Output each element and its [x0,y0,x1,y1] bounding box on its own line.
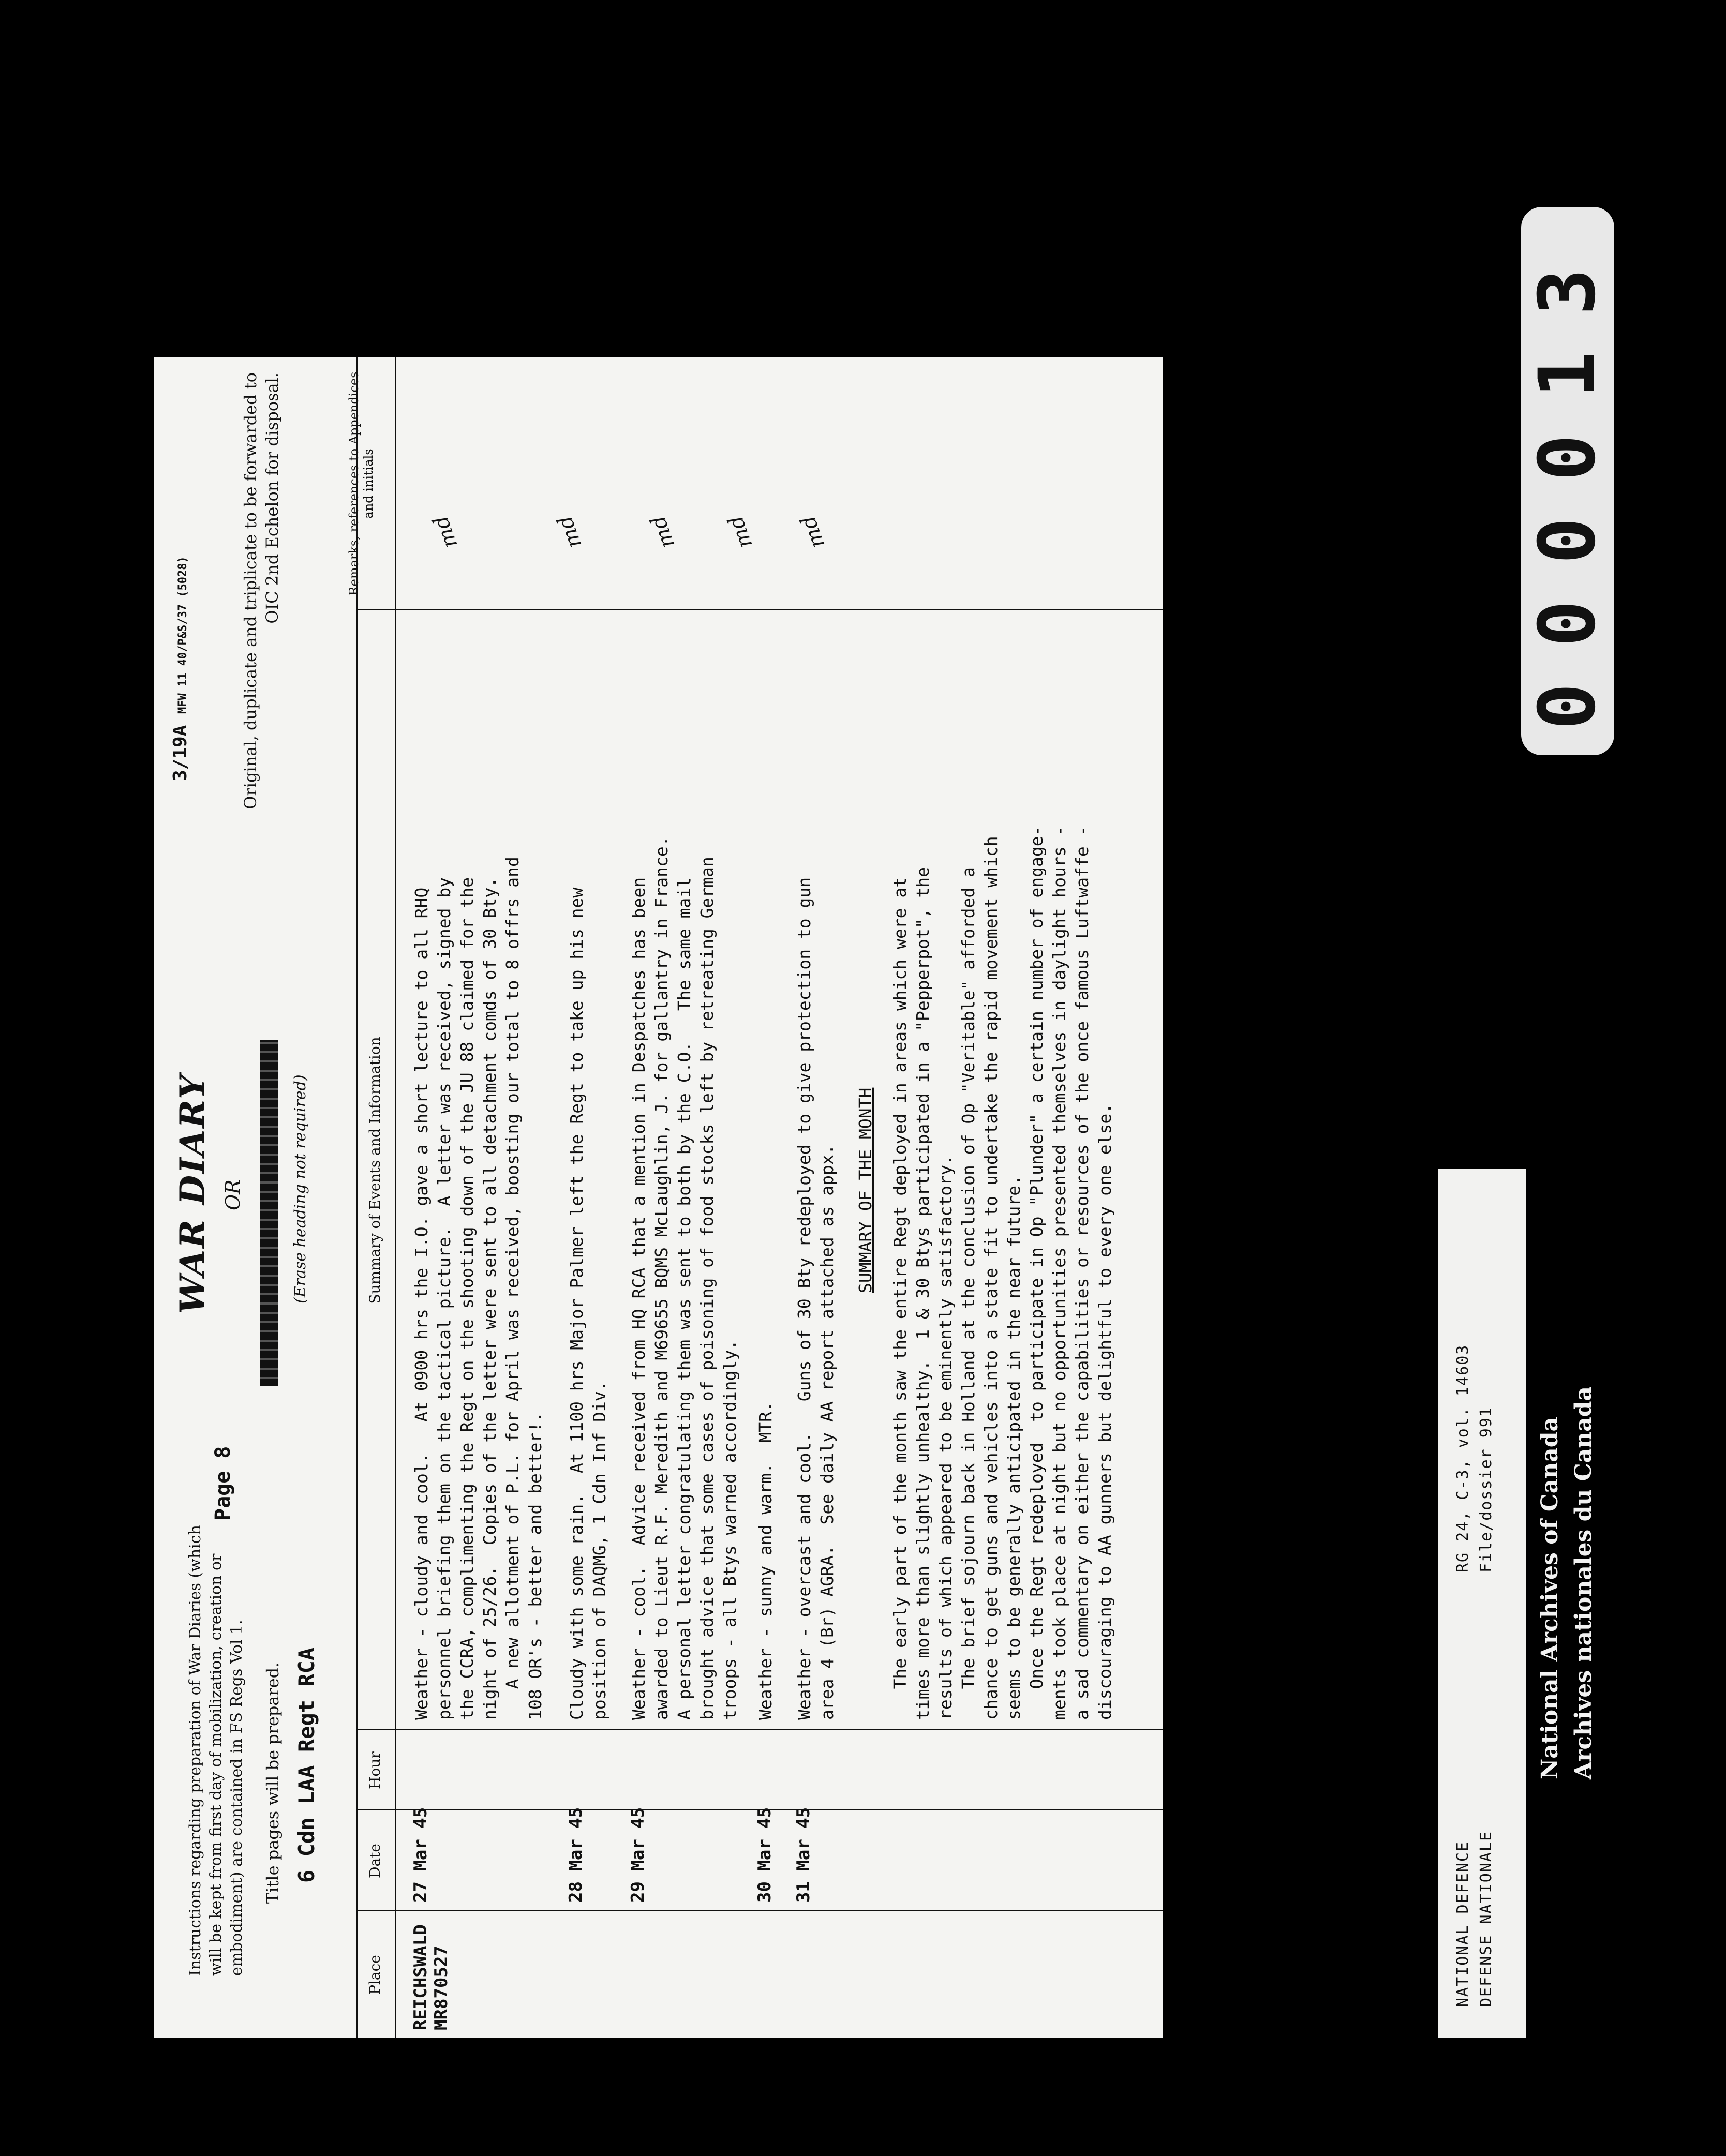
entry-initials: md [646,512,680,551]
place-line-1: REICHSWALD [410,1924,431,2030]
archive-reference-label [1438,1169,1526,2038]
archives-line-1: National Archives of Canada [1537,1416,1563,1779]
form-number [170,556,191,781]
distribution-note: Original, duplicate and triplicate to be forwarded to OIC 2nd Echelon for disposal. [241,372,282,810]
archives-line-2: Archives nationales du Canada [1570,1386,1597,1779]
col-header-summary: Summary of Events and Information [366,1037,383,1304]
frame-counter [1521,207,1614,755]
entry-date: 27 Mar 45 [410,1807,431,1903]
rg-line-1: RG 24, C-3, vol. 14603 [1454,1344,1472,1573]
entry-initials: md [553,512,587,551]
nd-line-1: NATIONAL DEFENCE [1454,1841,1472,2007]
col-divider [356,1729,1163,1730]
rg-line-2: File/dossier 991 [1477,1406,1495,1573]
entry-text: Cloudy with some rain. At 1100 hrs Major Palmer left the Regt to take up his new position of DAQMG, 1 Cdn Inf Div. [567,887,609,1720]
summary-text: The early part of the month saw the entire Regt deployed in areas which were at times more than slightly unhealthy. 1 & 30 Btys participated in a "Pepperpot", the results of which appeared to be eminently satisfactory. The brief sojourn back in Holland at the conclusion of Op "Veritable" afforded a chance to get guns and vehicles into a state fit to undertake the rapid movement which seems to be generally anticipated in the near future. Once the Regt redeployed to participate in Op "Plunder" a certain number of engage- ments took place at night but no opportunities presented themselves in daylight hours - a sad commentary on either the capabilities or resources of the once famous Luftwaffe - discouraging to AA gunners but delightful to every one else. [890,826,1115,1720]
erase-note: (Erase heading not required) [291,1074,309,1304]
or-label: OR [221,1179,244,1210]
form-number-sub: MFW 11 40/P&S/37 (5028) [176,556,189,714]
frame-counter-digits: 000013 [1523,232,1613,730]
instructions-text: Instructions regarding preparation of War Diaries (which will be kept from first day of mobilization, creation or embodiment) are contained in FS Regs Vol 1. [186,1525,246,1976]
col-header-date: Date [366,1844,383,1878]
diary-sheet [154,357,1163,2038]
entry-initials: md [796,512,830,551]
archives-caption [1531,1262,1604,1779]
page-number: Page 8 [211,1446,235,1521]
entry-date: 31 Mar 45 [793,1807,814,1903]
entry-text: Weather - sunny and warm. MTR. [755,1401,776,1720]
erased-heading [260,1040,278,1386]
form-number-main: 3/19A [170,725,191,781]
place-name [410,1924,452,2030]
summary-heading: SUMMARY OF THE MONTH [855,1087,875,1293]
entry-text: Weather - cool. Advice received from HQ RCA that a mention in Despatches has been awarded to Lieut R.F. Meredith and M69655 BQMS McLaughlin, J. for gallantry in France. A personal letter congratulating them was sent to both by the C.O. The same mail brought advice that some cases of poisoning of food stocks left by retreating German troops - all Btys warned accordingly. [629,836,740,1720]
col-divider [356,1910,1163,1911]
place-line-2: MR870527 [431,1945,452,2030]
entry-text: Weather - overcast and cool. Guns of 30 Bty redeployed to give protection to gun area 4 (Br) AGRA. See daily AA report attached as appx. [794,877,837,1720]
col-header-hour: Hour [366,1751,383,1789]
col-header-place: Place [366,1955,383,1995]
title-pages-note: Title pages will be prepared. [263,1662,282,1904]
nd-line-2: DEFENSE NATIONALE [1477,1830,1495,2007]
entry-date: 29 Mar 45 [628,1807,648,1903]
entry-date: 30 Mar 45 [754,1807,775,1903]
entry-initials: md [723,512,757,551]
archive-reference-content [1438,1169,1526,2038]
diary-sheet-content [154,357,1163,2038]
entry-date: 28 Mar 45 [566,1807,586,1903]
unit-name: 6 Cdn LAA Regt RCA [294,1647,319,1883]
col-header-remarks: Remarks, references to Appendices and initials [347,371,376,596]
entry-initials: md [428,512,463,551]
col-divider [356,609,1163,610]
entry-text: Weather - cloudy and cool. At 0900 hrs the I.O. gave a short lecture to all RHQ personnel briefing them on the tactical picture. A letter was received, signed by the CCRA, complimenting the Regt on the shooting down of the JU 88 claimed for the night of 25/26. Copies of the letter were sent to all detachment comds of 30 Bty. A new allotment of P.L. for April was received, boosting our total to 8 offrs and 108 OR's - better and better!. [411,857,545,1720]
page-title: WAR DIARY [172,1073,213,1314]
